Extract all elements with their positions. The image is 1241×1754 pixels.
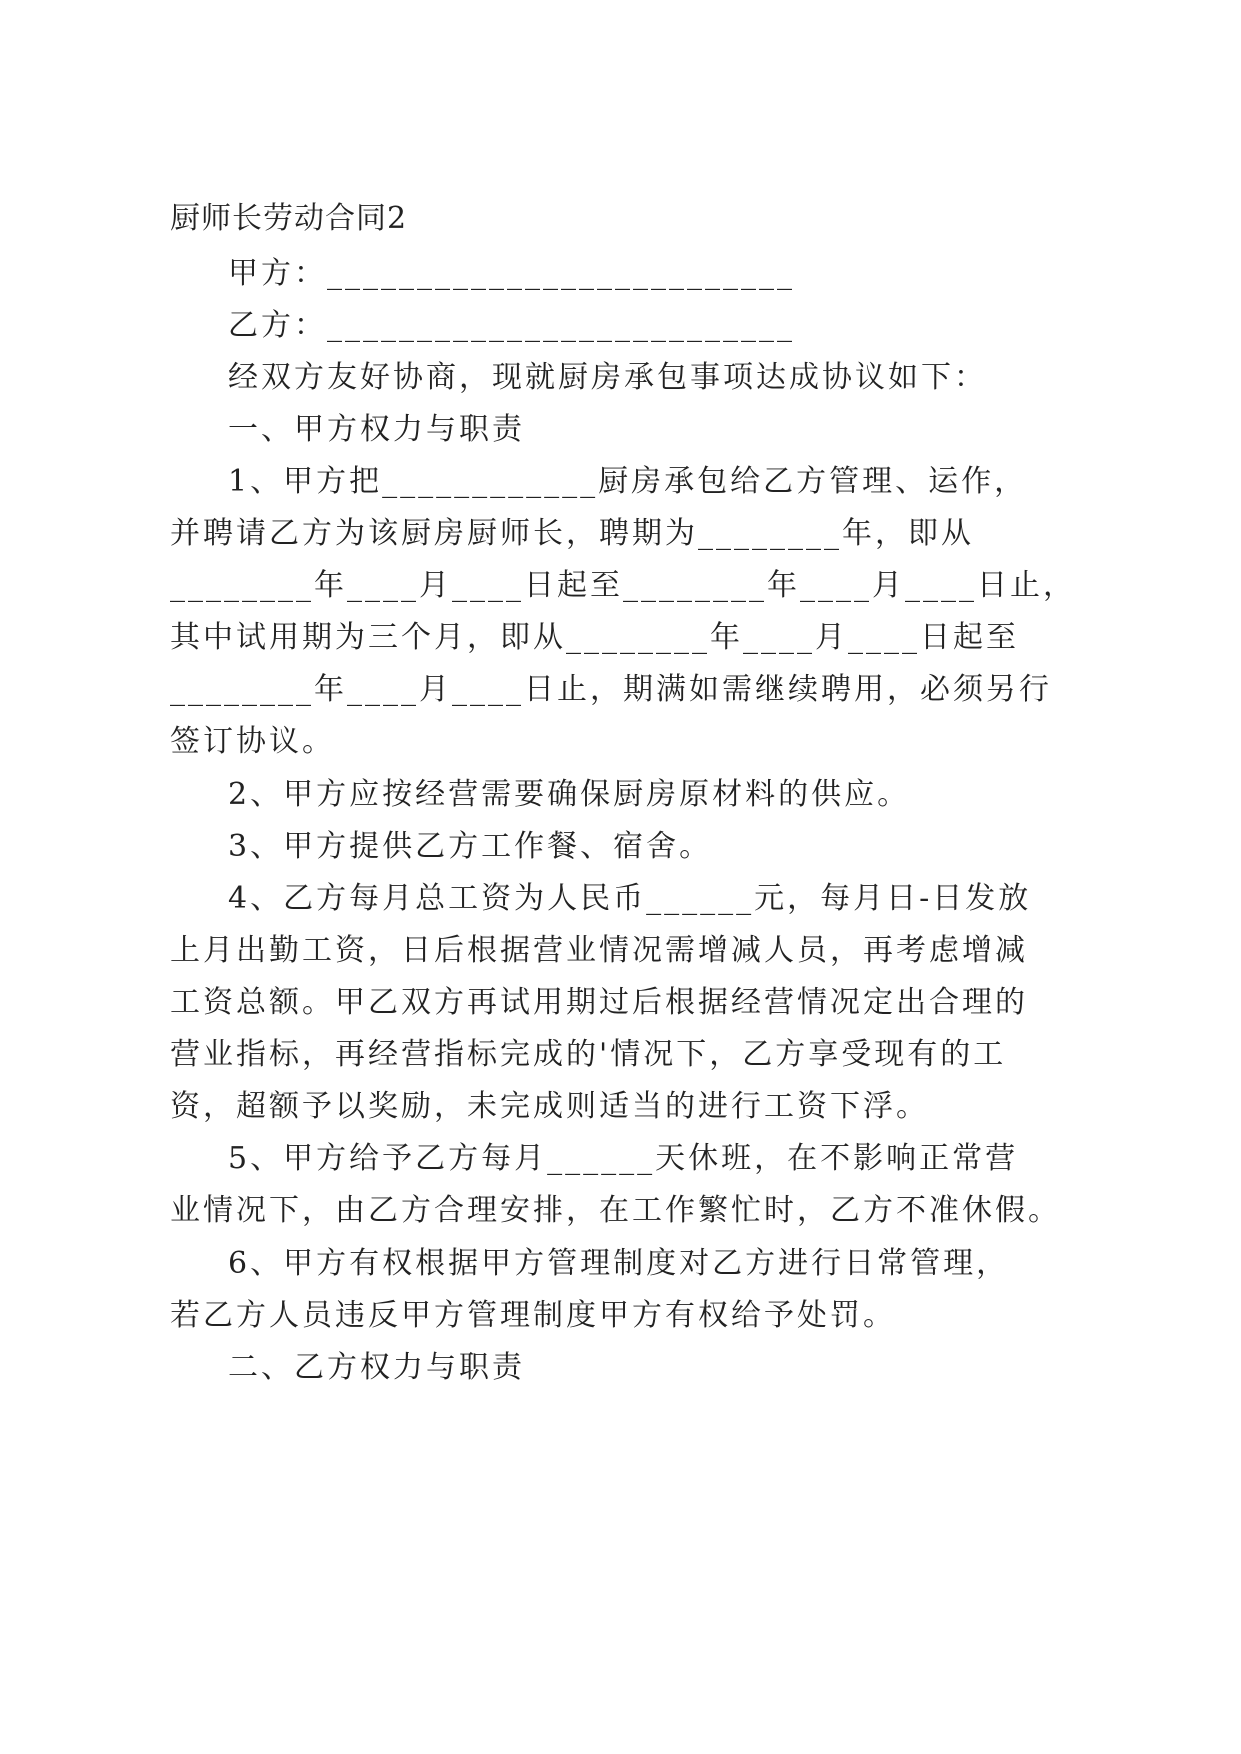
paragraph-line: 5、甲方给予乙方每月______天休班，在不影响正常营 <box>228 1141 1019 1176</box>
party-a-line: 甲方：__________________________ <box>228 256 795 291</box>
document-title: 厨师长劳动合同2 <box>170 201 408 236</box>
paragraph-line: 6、甲方有权根据甲方管理制度对乙方进行日常管理， <box>228 1246 1010 1281</box>
paragraph-line: 营业指标，再经营指标完成的'情况下，乙方享受现有的工 <box>170 1037 1007 1072</box>
paragraph-line: 4、乙方每月总工资为人民币______元，每月日-日发放 <box>228 881 1032 916</box>
paragraph-line: 并聘请乙方为该厨房厨师长，聘期为________年，即从 <box>170 516 974 551</box>
paragraph-line: 业情况下，由乙方合理安排，在工作繁忙时，乙方不准休假。 <box>170 1193 1061 1228</box>
section-heading: 一、甲方权力与职责 <box>228 412 525 447</box>
paragraph-line: 其中试用期为三个月，即从________年____月____日起至 <box>170 620 1019 655</box>
paragraph-line: 工资总额。甲乙双方再试用期过后根据经营情况定出合理的 <box>170 985 1028 1020</box>
paragraph-line: 签订协议。 <box>170 724 335 759</box>
paragraph-line: 资，超额予以奖励，未完成则适当的进行工资下浮。 <box>170 1089 929 1124</box>
paragraph-line: 3、甲方提供乙方工作餐、宿舍。 <box>228 829 713 864</box>
paragraph-line: 上月出勤工资，日后根据营业情况需增减人员，再考虑增减 <box>170 933 1028 968</box>
preamble-line: 经双方友好协商，现就厨房承包事项达成协议如下： <box>228 360 987 395</box>
paragraph-line: 2、甲方应按经营需要确保厨房原材料的供应。 <box>228 777 911 812</box>
paragraph-line: ________年____月____日止，期满如需继续聘用，必须另行 <box>170 672 1052 707</box>
paragraph-line: 1、甲方把____________厨房承包给乙方管理、运作， <box>228 464 1028 499</box>
paragraph-line: 若乙方人员违反甲方管理制度甲方有权给予处罚。 <box>170 1298 896 1333</box>
section-heading: 二、乙方权力与职责 <box>228 1350 525 1385</box>
paragraph-line: ________年____月____日起至________年____月____日止， <box>170 568 1076 603</box>
party-b-line: 乙方：__________________________ <box>228 308 795 343</box>
